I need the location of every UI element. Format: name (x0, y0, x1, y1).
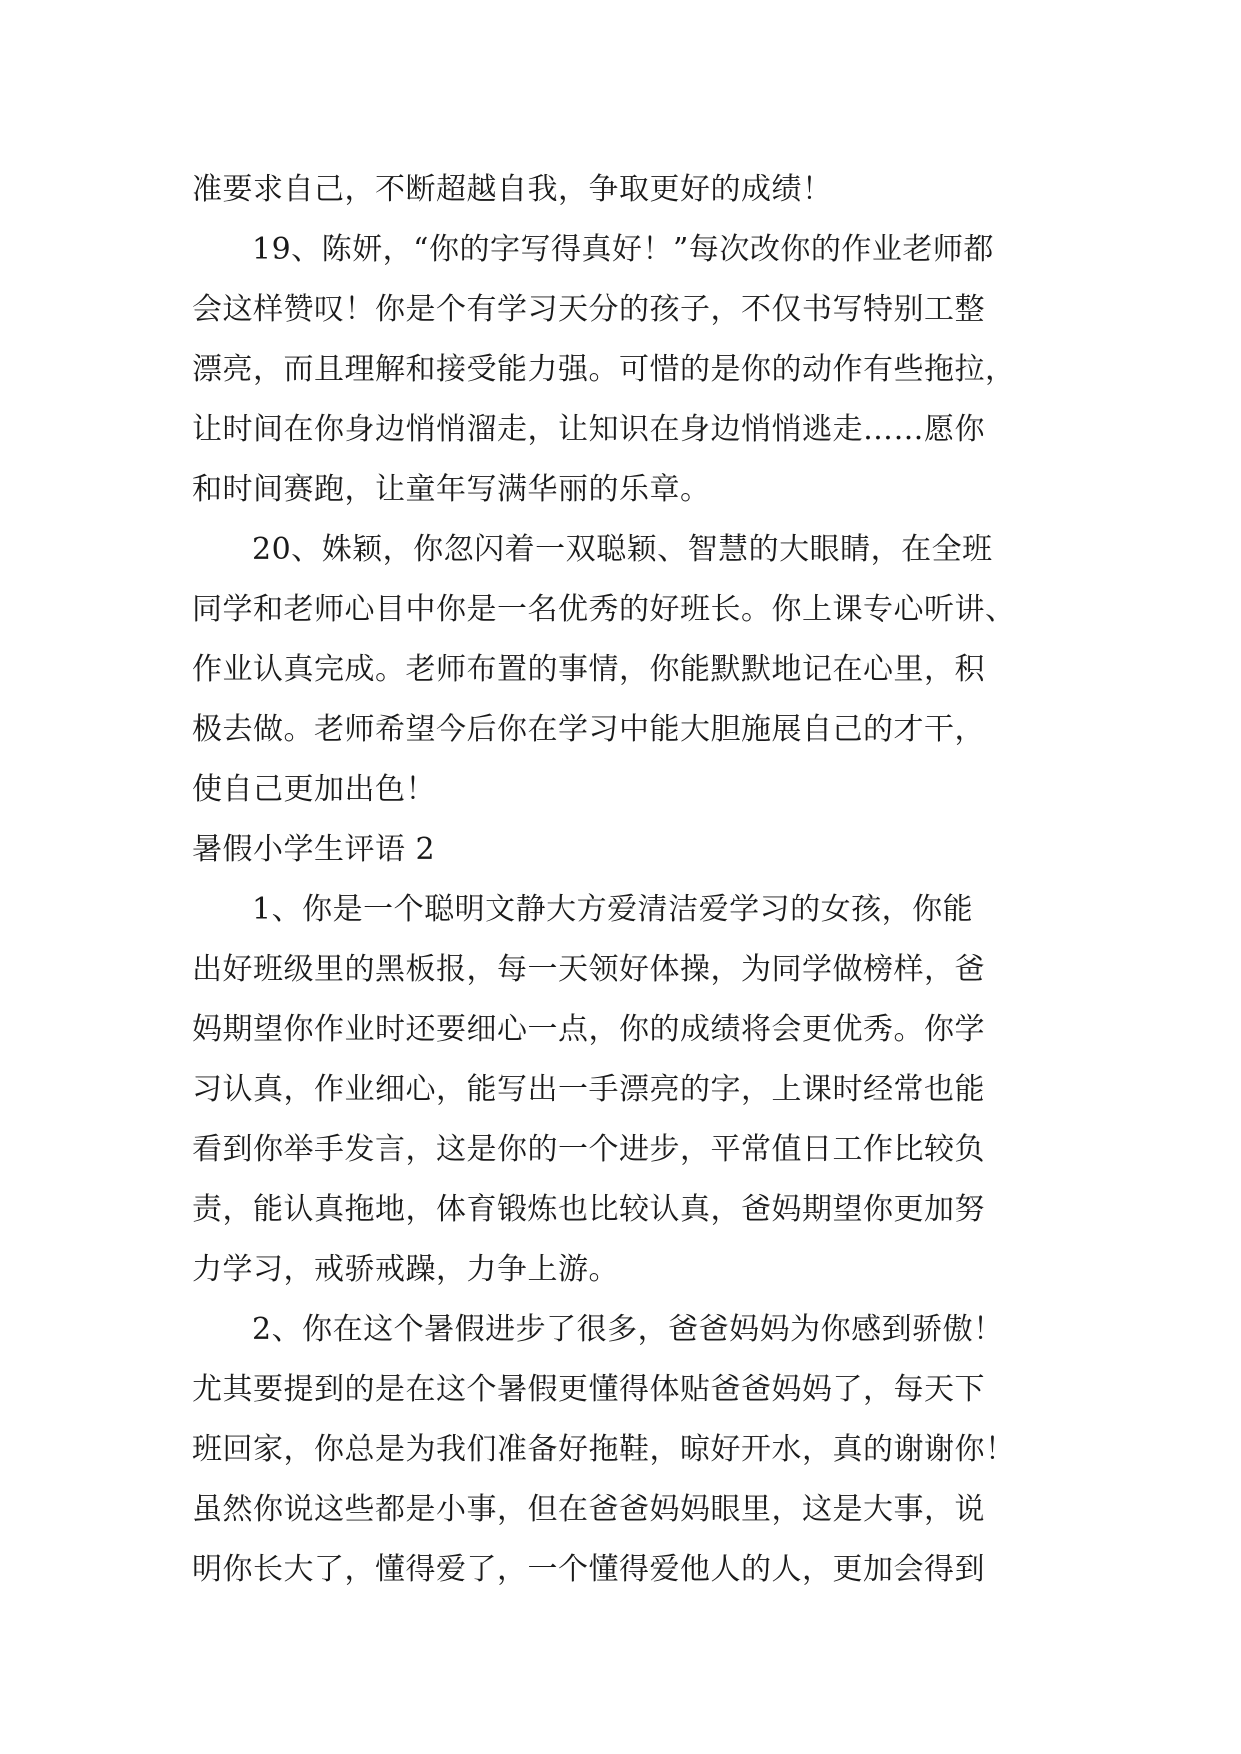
part2-item-1-line: 1、你是一个聪明文静大方爱清洁爱学习的女孩，你能 (252, 892, 974, 927)
item-20-line: 20、姝颖，你忽闪着一双聪颖、智慧的大眼睛，在全班 (252, 532, 993, 567)
part2-item-1-line: 责，能认真拖地，体育锻炼也比较认真，爸妈期望你更加努 (192, 1192, 985, 1227)
item-19-line: 和时间赛跑，让童年写满华丽的乐章。 (192, 472, 711, 507)
item-20-line: 极去做。老师希望今后你在学习中能大胆施展自己的才干， (192, 712, 985, 747)
part2-item-1-line: 出好班级里的黑板报，每一天领好体操，为同学做榜样，爸 (192, 952, 985, 987)
part2-item-2-line: 2、你在这个暑假进步了很多，爸爸妈妈为你感到骄傲！ (252, 1312, 1004, 1347)
item-19-line: 让时间在你身边悄悄溜走，让知识在身边悄悄逃走……愿你 (192, 412, 985, 447)
part2-item-1-line: 妈期望你作业时还要细心一点，你的成绩将会更优秀。你学 (192, 1012, 985, 1047)
part2-item-2-line: 虽然你说这些都是小事，但在爸爸妈妈眼里，这是大事，说 (192, 1492, 985, 1527)
item-20-line: 同学和老师心目中你是一名优秀的好班长。你上课专心听讲、 (192, 592, 1016, 627)
section-heading: 暑假小学生评语 2 (192, 832, 436, 867)
paragraph-line: 准要求自己，不断超越自我，争取更好的成绩！ (192, 172, 833, 207)
part2-item-1-line: 习认真，作业细心，能写出一手漂亮的字，上课时经常也能 (192, 1072, 985, 1107)
part2-item-1-line: 力学习，戒骄戒躁，力争上游。 (192, 1252, 619, 1287)
item-19-line: 19、陈妍，“你的字写得真好！”每次改你的作业老师都 (252, 232, 994, 267)
item-19-line: 会这样赞叹！你是个有学习天分的孩子，不仅书写特别工整 (192, 292, 985, 327)
item-19-line: 漂亮，而且理解和接受能力强。可惜的是你的动作有些拖拉， (192, 352, 1016, 387)
item-20-line: 使自己更加出色！ (192, 772, 436, 807)
item-20-line: 作业认真完成。老师布置的事情，你能默默地记在心里，积 (192, 652, 985, 687)
part2-item-2-line: 班回家，你总是为我们准备好拖鞋，晾好开水，真的谢谢你！ (192, 1432, 1016, 1467)
document-body (192, 160, 1072, 1600)
part2-item-1-line: 看到你举手发言，这是你的一个进步，平常值日工作比较负 (192, 1132, 985, 1167)
part2-item-2-line: 明你长大了，懂得爱了，一个懂得爱他人的人，更加会得到 (192, 1552, 985, 1587)
part2-item-2-line: 尤其要提到的是在这个暑假更懂得体贴爸爸妈妈了，每天下 (192, 1372, 985, 1407)
